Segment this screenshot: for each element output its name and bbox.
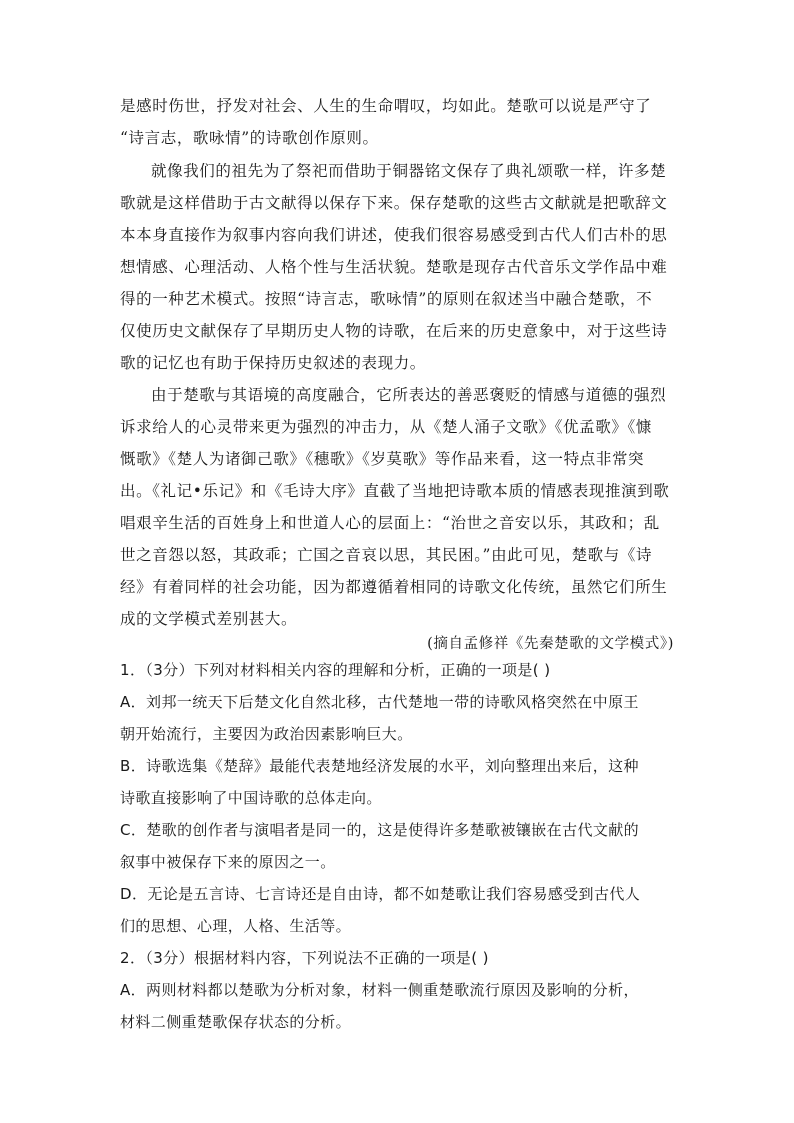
source-citation: (摘自孟修祥《先秦楚歌的文学模式》) [427, 636, 674, 652]
question-1-stem: 1．（3分）下列对材料相关内容的理解和分析，正确的一项是( ) [120, 661, 551, 679]
question-2-option-a-cont: 材料二侧重楚歌保存状态的分析。 [120, 1013, 352, 1031]
passage-line: 得的一种艺术模式。按照“诗言志，歌咏情”的原则在叙述当中融合楚歌，不 [120, 290, 653, 308]
passage-line: 歌的记忆也有助于保持历史叙述的表现力。 [120, 354, 426, 372]
passage-line: 是感时伤世，抒发对社会、人生的生命喟叹，均如此。楚歌可以说是严守了 [120, 97, 652, 115]
passage-line: 唱艰辛生活的百姓身上和世道人心的层面上：“治世之音安以乐，其政和；乱 [120, 514, 660, 532]
passage-line: 经》有着同样的社会功能，因为都遵循着相同的诗歌文化传统，虽然它们所生 [120, 578, 668, 596]
question-2-option-a: A．两则材料都以楚歌为分析对象，材料一侧重楚歌流行原因及影响的分析， [120, 981, 639, 999]
question-2-stem: 2．（3分）根据材料内容，下列说法不正确的一项是( ) [120, 949, 489, 967]
passage-line: 出。《礼记•乐记》和《毛诗大序》直截了当地把诗歌本质的情感表现推演到歌 [120, 482, 670, 500]
passage-line: 本本身直接作为叙事内容向我们讲述，使我们很容易感受到古代人们古朴的思 [120, 226, 668, 244]
question-1-option-d-cont: 们的思想、心理，人格、生活等。 [120, 917, 352, 935]
passage-line: 慨歌》《楚人为诸御己歌》《穗歌》《岁莫歌》等作品来看，这一特点非常突 [120, 450, 645, 468]
passage-line: 成的文学模式差别甚大。 [120, 610, 298, 628]
passage-line: 想情感、心理活动、人格个性与生活状貌。楚歌是现存古代音乐文学作品中难 [120, 258, 668, 276]
question-1-option-a-cont: 朝开始流行，主要因为政治因素影响巨大。 [120, 725, 413, 743]
passage-line: 歌就是这样借助于古文献得以保存下来。保存楚歌的这些古文献就是把歌辞文 [120, 194, 668, 212]
passage-line: “诗言志，歌咏情”的诗歌创作原则。 [120, 129, 379, 147]
question-1-option-b: B．诗歌选集《楚辞》最能代表楚地经济发展的水平，刘向整理出来后，这种 [120, 757, 639, 775]
passage-line: 仅使历史文献保存了早期历史人物的诗歌，在后来的历史意象中，对于这些诗 [120, 322, 668, 340]
question-1-option-b-cont: 诗歌直接影响了中国诗歌的总体走向。 [120, 789, 382, 807]
passage-line: 诉求给人的心灵带来更为强烈的冲击力，从《楚人涌子文歌》《优孟歌》《慷 [120, 418, 652, 436]
question-1-option-c-cont: 叙事中被保存下来的原因之一。 [120, 853, 336, 871]
question-1-option-d: D．无论是五言诗、七言诗还是自由诗，都不如楚歌让我们容易感受到古代人 [120, 885, 641, 903]
question-1-option-c: C．楚歌的创作者与演唱者是同一的，这是使得许多楚歌被镶嵌在古代文献的 [120, 821, 640, 839]
paragraph-start-line: 由于楚歌与其语境的高度融合，它所表达的善恶褒贬的情感与道德的强烈 [151, 386, 667, 404]
passage-line: 世之音怨以怒，其政乖；亡国之音哀以思，其民困。”由此可见，楚歌与《诗 [120, 546, 653, 564]
paragraph-start-line: 就像我们的祖先为了祭祀而借助于铜器铭文保存了典礼颂歌一样，许多楚 [151, 162, 667, 180]
question-1-option-a: A．刘邦一统天下后楚文化自然北移，古代楚地一带的诗歌风格突然在中原王 [120, 693, 639, 711]
